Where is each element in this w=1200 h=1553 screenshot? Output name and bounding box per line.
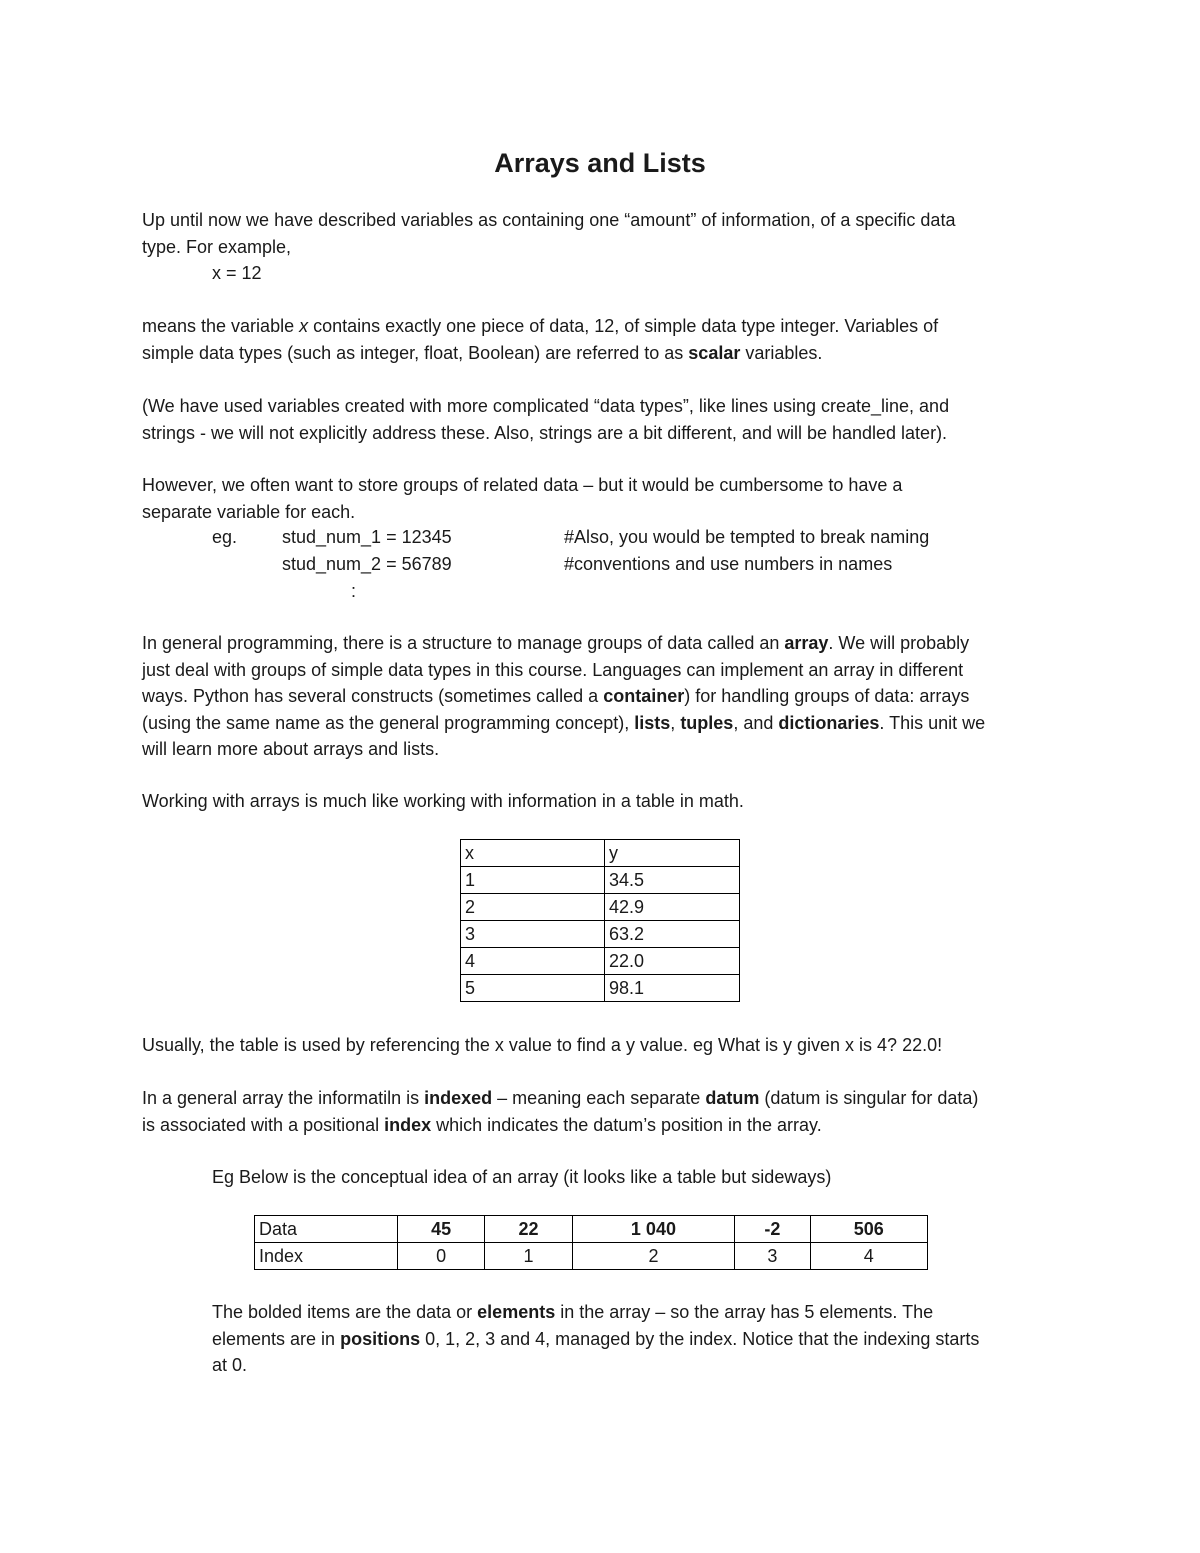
however-paragraph xyxy=(142,472,1072,525)
array-index-cell: 1 xyxy=(485,1243,572,1270)
array-data-cell: 506 xyxy=(810,1216,928,1243)
indexed-paragraph xyxy=(142,1085,1072,1138)
note-paragraph xyxy=(142,393,1072,446)
code-eg-label: eg. xyxy=(212,527,238,547)
array-data-row xyxy=(255,1216,928,1243)
term-container: container xyxy=(603,686,685,706)
general-paragraph xyxy=(142,630,1072,763)
xy-cell-x: 3 xyxy=(461,921,605,948)
bolded-line-1: The bolded items are the data or elements in the array – so the array has 5 elements. The xyxy=(212,1302,934,1322)
term-tuples: tuples xyxy=(680,712,734,733)
xy-cell-y: 34.5 xyxy=(605,867,740,894)
general-line-4: (using the same name as the general programming concept), lists, tuples, and dictionaries. This unit we xyxy=(142,712,986,733)
table-row xyxy=(461,975,740,1002)
bolded-line-2: elements are in positions 0, 1, 2, 3 and 4, managed by the index. Notice that the indexing starts xyxy=(212,1328,980,1349)
xy-cell-y: 22.0 xyxy=(605,948,740,975)
however-line-2: separate variable for each. xyxy=(142,501,356,522)
means-paragraph xyxy=(142,313,1072,366)
general-line-3: ways. Python has several constructs (sometimes called a container) for handling groups of data: arrays xyxy=(142,686,970,706)
xy-cell-y: 42.9 xyxy=(605,894,740,921)
page-title: Arrays and Lists xyxy=(494,148,706,178)
general-line-5: will learn more about arrays and lists. xyxy=(142,739,440,759)
table-row xyxy=(461,948,740,975)
code-ellipsis: : xyxy=(351,581,357,601)
xy-cell-y: 98.1 xyxy=(605,975,740,1002)
term-indexed: indexed xyxy=(424,1088,493,1108)
code-line-2: stud_num_2 = 56789 xyxy=(282,554,452,574)
working-paragraph: Working with arrays is much like working with information in a table in math. xyxy=(142,791,744,811)
array-index-cell: 0 xyxy=(398,1243,485,1270)
indexed-line-1: In a general array the informatiln is indexed – meaning each separate datum (datum is singular for data) xyxy=(142,1088,979,1108)
array-table xyxy=(254,1215,928,1270)
array-index-label: Index xyxy=(255,1243,398,1270)
array-index-cell: 4 xyxy=(810,1243,928,1270)
means-line-2: simple data types (such as integer, float, Boolean) are referred to as scalar variables. xyxy=(142,342,823,363)
example-x-equals-12: x = 12 xyxy=(212,263,262,283)
table-row xyxy=(461,894,740,921)
eg-below-caption: Eg Below is the conceptual idea of an array (it looks like a table but sideways) xyxy=(212,1167,832,1187)
intro-line-2: type. For example, xyxy=(142,236,292,257)
bolded-line-3: at 0. xyxy=(212,1355,248,1375)
array-data-cell: 1 040 xyxy=(572,1216,735,1243)
code-line-1: stud_num_1 = 12345 xyxy=(282,527,452,547)
xy-table-header-row xyxy=(461,840,740,867)
term-array: array xyxy=(784,633,829,653)
term-index: index xyxy=(384,1114,432,1135)
term-positions: positions xyxy=(340,1328,421,1349)
bolded-paragraph xyxy=(212,1299,1072,1379)
xy-header-y: y xyxy=(605,840,740,867)
general-line-2: just deal with groups of simple data types in this course. Languages can implement an array in different xyxy=(142,659,964,680)
table-row xyxy=(461,921,740,948)
term-elements: elements xyxy=(477,1302,556,1322)
xy-cell-x: 1 xyxy=(461,867,605,894)
code-comment-2: #conventions and use numbers in names xyxy=(564,554,893,574)
term-datum: datum xyxy=(705,1088,760,1108)
xy-cell-x: 2 xyxy=(461,894,605,921)
xy-table xyxy=(460,839,740,1002)
array-index-row xyxy=(255,1243,928,1270)
array-data-cell: 22 xyxy=(485,1216,572,1243)
xy-cell-x: 4 xyxy=(461,948,605,975)
xy-cell-x: 5 xyxy=(461,975,605,1002)
array-index-cell: 2 xyxy=(572,1243,735,1270)
array-data-cell: -2 xyxy=(735,1216,810,1243)
indexed-line-2: is associated with a positional index which indicates the datum’s position in the array. xyxy=(142,1114,822,1135)
term-dictionaries: dictionaries xyxy=(778,712,880,733)
term-scalar: scalar xyxy=(688,342,741,363)
general-line-1: In general programming, there is a structure to manage groups of data called an array. We will probably xyxy=(142,633,970,653)
usually-paragraph: Usually, the table is used by referencing the x value to find a y value. eg What is y given x is 4? 22.0! xyxy=(142,1035,943,1055)
code-comment-1: #Also, you would be tempted to break naming xyxy=(564,527,930,547)
array-index-cell: 3 xyxy=(735,1243,810,1270)
xy-cell-y: 63.2 xyxy=(605,921,740,948)
table-row xyxy=(461,867,740,894)
array-data-cell: 45 xyxy=(398,1216,485,1243)
intro-line-1: Up until now we have described variables as containing one “amount” of information, of a specific data xyxy=(142,210,956,230)
note-line-2: strings - we will not explicitly address these. Also, strings are a bit different, and will be handled later). xyxy=(142,422,948,443)
xy-header-x: x xyxy=(461,840,605,867)
note-line-1: (We have used variables created with more complicated “data types”, like lines using create_line, and xyxy=(142,396,950,416)
array-data-label: Data xyxy=(255,1216,398,1243)
term-lists: lists xyxy=(634,712,671,733)
intro-paragraph xyxy=(142,207,1072,260)
however-line-1: However, we often want to store groups of related data – but it would be cumbersome to have a xyxy=(142,475,903,495)
means-line-1: means the variable x contains exactly one piece of data, 12, of simple data type integer. Variables of xyxy=(142,316,939,336)
